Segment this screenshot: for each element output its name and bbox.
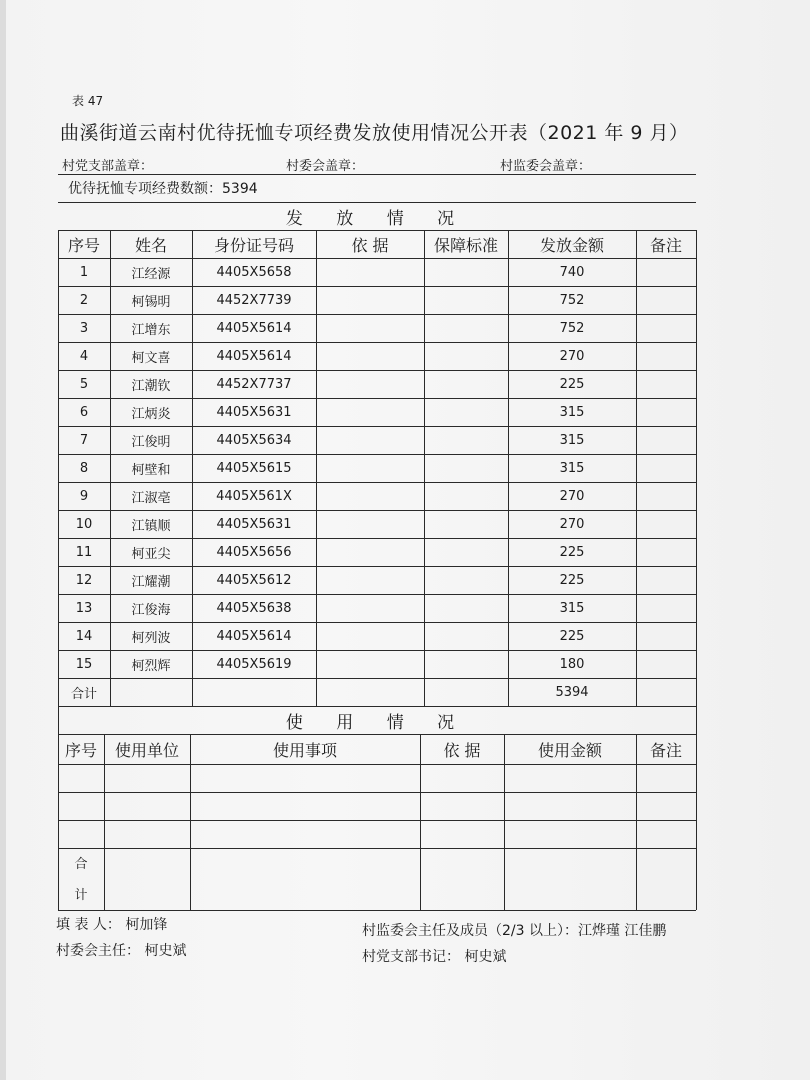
table-rule: [696, 230, 697, 706]
recipient-name: 江俊明: [131, 434, 171, 450]
supervisory-committee-seal-label: 村监委会盖章：: [500, 159, 592, 174]
recipient-name: 江俊海: [131, 602, 171, 618]
id-number: 4405X5658: [216, 264, 292, 280]
row-number: 9: [79, 488, 89, 504]
row-number: 13: [75, 600, 93, 616]
recipient-name: 柯文喜: [131, 350, 171, 366]
table-rule: [636, 230, 637, 706]
disbursed-amount: 225: [559, 544, 585, 560]
disbursed-amount: 315: [559, 432, 585, 448]
recipient-name: 柯列波: [131, 630, 171, 646]
row-number: 3: [79, 320, 89, 336]
table-rule: [58, 792, 696, 793]
row-number: 10: [75, 516, 93, 532]
supervisory-committee-members: 村监委会主任及成员（2/3 以上）：江烨瑾 江佳鹏: [362, 923, 667, 939]
id-number: 4405X5638: [216, 600, 292, 616]
table-rule: [58, 820, 696, 821]
id-number: 4405X5631: [216, 516, 292, 532]
table-rule: [696, 706, 697, 734]
id-number: 4405X5614: [216, 320, 292, 336]
id-number: 4452X7739: [216, 292, 292, 308]
disbursed-amount: 180: [559, 656, 585, 672]
row-number: 7: [79, 432, 89, 448]
recipient-name: 江经源: [131, 266, 171, 282]
party-branch-seal-label: 村党支部盖章：: [62, 159, 154, 174]
row-number: 14: [75, 628, 93, 644]
disbursed-amount: 752: [559, 292, 585, 308]
row-number: 11: [75, 544, 93, 560]
disbursed-amount: 270: [559, 348, 585, 364]
usage-column-header: 使用单位: [114, 740, 179, 760]
row-number: 12: [75, 572, 93, 588]
id-number: 4452X7737: [216, 376, 292, 392]
page-title: 曲溪街道云南村优待抚恤专项经费发放使用情况公开表（2021 年 9 月）: [60, 122, 689, 144]
id-number: 4405X561X: [216, 488, 292, 504]
id-number: 4405X5634: [216, 432, 292, 448]
usage-column-header: 使用事项: [272, 740, 337, 760]
id-number: 4405X5656: [216, 544, 292, 560]
disbursed-amount: 315: [559, 460, 585, 476]
disbursed-amount: 740: [559, 264, 585, 280]
id-number: 4405X5612: [216, 572, 292, 588]
form-filler: 填 表 人： 柯加锋: [56, 917, 168, 933]
id-number: 4405X5614: [216, 348, 292, 364]
row-number: 2: [79, 292, 89, 308]
usage-section-title: 使 用 情 况: [285, 712, 469, 733]
recipient-name: 江耀潮: [131, 574, 171, 590]
disbursed-amount: 315: [559, 404, 585, 420]
table-rule: [58, 764, 696, 765]
usage-column-header: 备注: [649, 740, 682, 760]
table-rule: [316, 230, 317, 706]
recipient-name: 江镇顺: [131, 518, 171, 534]
usage-total-label: 合: [74, 856, 88, 872]
usage-total-label: 计: [74, 887, 88, 903]
recipient-name: 江增东: [131, 322, 171, 338]
table-rule: [58, 910, 696, 911]
disbursed-amount: 225: [559, 628, 585, 644]
row-number: 4: [79, 348, 89, 364]
recipient-name: 江炳炎: [131, 406, 171, 422]
disbursed-amount: 315: [559, 600, 585, 616]
row-number: 6: [79, 404, 89, 420]
column-header: 保障标准: [433, 235, 498, 255]
disbursed-amount: 270: [559, 516, 585, 532]
column-header: 身份证号码: [213, 235, 294, 255]
column-header: 序号: [67, 235, 100, 255]
recipient-name: 江淑亳: [131, 490, 171, 506]
recipient-name: 柯烈辉: [131, 658, 171, 674]
recipient-name: 柯亚尖: [131, 546, 171, 562]
table-rule: [696, 734, 697, 910]
column-header: 依 据: [351, 235, 389, 255]
id-number: 4405X5631: [216, 404, 292, 420]
row-number: 15: [75, 656, 93, 672]
usage-column-header: 依 据: [443, 740, 481, 760]
disbursed-amount: 270: [559, 488, 585, 504]
id-number: 4405X5615: [216, 460, 292, 476]
row-number: 5: [79, 376, 89, 392]
committee-director: 村委会主任： 柯史斌: [56, 943, 187, 959]
recipient-name: 柯锡明: [131, 294, 171, 310]
party-secretary: 村党支部书记： 柯史斌: [362, 949, 507, 965]
column-header: 发放金额: [539, 235, 604, 255]
total-label: 合计: [70, 686, 97, 702]
village-committee-seal-label: 村委会盖章：: [286, 159, 365, 174]
recipient-name: 柯壁和: [131, 462, 171, 478]
disbursed-amount: 752: [559, 320, 585, 336]
id-number: 4405X5619: [216, 656, 292, 672]
total-amount: 5394: [555, 684, 589, 700]
row-number: 8: [79, 460, 89, 476]
usage-column-header: 序号: [64, 740, 97, 760]
column-header: 备注: [649, 235, 682, 255]
disbursed-amount: 225: [559, 376, 585, 392]
distribution-section-title: 发 放 情 况: [285, 208, 469, 229]
recipient-name: 江潮钦: [131, 378, 171, 394]
usage-column-header: 使用金额: [537, 740, 602, 760]
table-rule: [58, 848, 696, 849]
fund-total: 优待抚恤专项经费数额：5394: [68, 181, 258, 197]
column-header: 姓名: [134, 235, 167, 255]
id-number: 4405X5614: [216, 628, 292, 644]
row-number: 1: [79, 264, 89, 280]
table-rule: [424, 230, 425, 706]
table-number: 表 47: [72, 94, 104, 108]
disbursed-amount: 225: [559, 572, 585, 588]
